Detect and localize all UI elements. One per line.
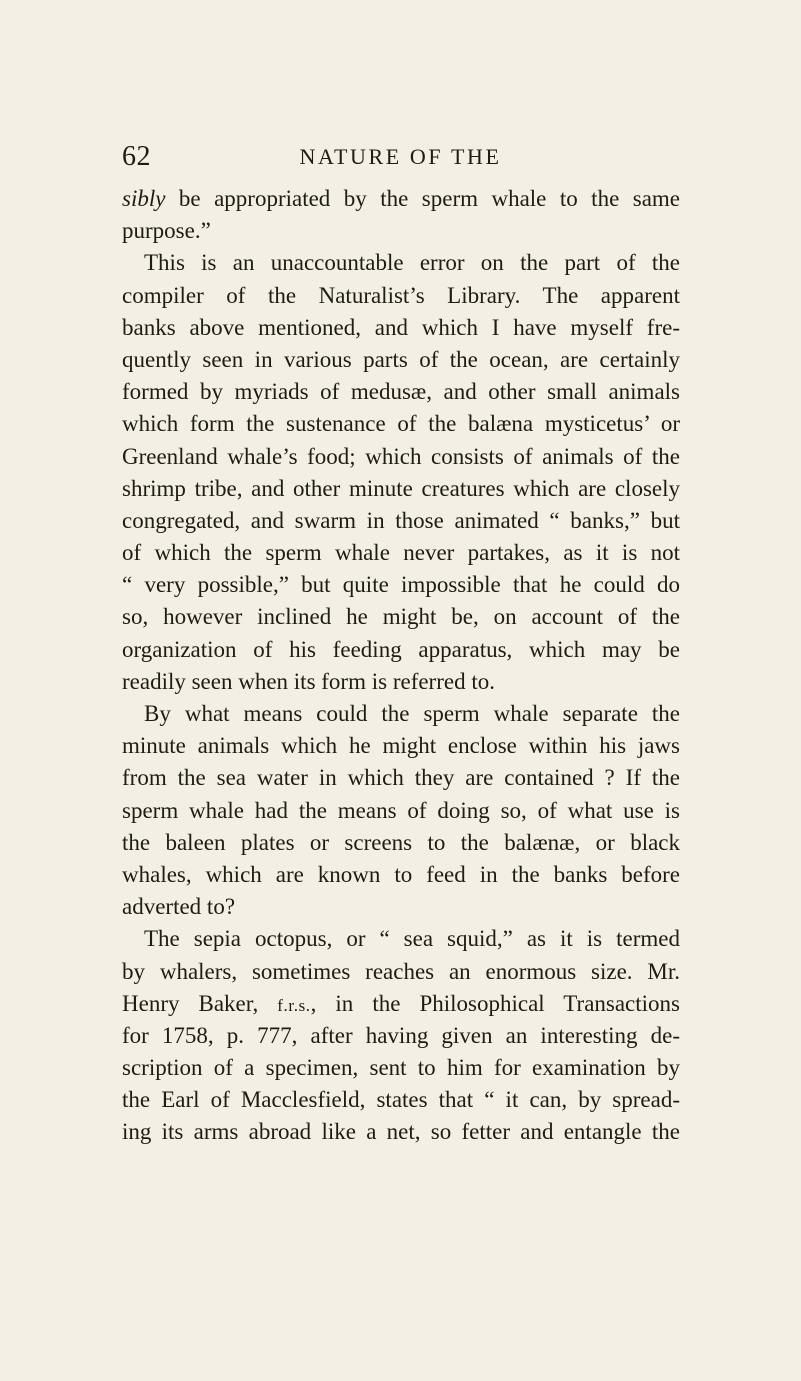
text-line: adverted to?	[122, 894, 236, 920]
text-line: formed by myriads of medusæ, and other small animals	[122, 379, 680, 405]
text-line: quently seen in various parts of the ocean, are certainly	[122, 346, 680, 372]
text-line: of which the sperm whale never partakes, as it is not	[122, 540, 680, 566]
text-line: scription of a specimen, sent to him for examination by	[122, 1055, 680, 1081]
text-line: congregated, and swarm in those animated “ banks,” but	[122, 507, 680, 533]
page-header	[0, 137, 801, 177]
text-line: sperm whale had the means of doing so, of what use is	[122, 797, 680, 823]
page-number: 62	[122, 141, 151, 172]
text-line: ing its arms abroad like a net, so fetter and entangle the	[122, 1119, 680, 1145]
running-head: NATURE OF THE	[299, 144, 502, 169]
paragraph-start-line: The sepia octopus, or “ sea squid,” as it is termed	[144, 926, 680, 952]
text-line: the baleen plates or screens to the balænæ, or black	[122, 829, 680, 855]
text-line: Henry Baker, f.r.s., in the Philosophical Transactions	[122, 990, 680, 1016]
text-line: sibly be appropriated by the sperm whale to the same	[122, 186, 680, 211]
paragraph-start-line: This is an unaccountable error on the part of the	[144, 250, 680, 276]
text-line: Greenland whale’s food; which consists of animals of the	[122, 443, 680, 469]
text-line: which form the sustenance of the balæna mysticetus’ or	[122, 411, 680, 437]
text-line: so, however inclined he might be, on account of the	[122, 604, 680, 630]
body-text	[122, 183, 680, 1149]
text-line: compiler of the Naturalist’s Library. The apparent	[122, 282, 680, 308]
italic-word: sibly	[122, 186, 166, 211]
text-line: the Earl of Macclesfield, states that “ it can, by spread-	[122, 1087, 680, 1113]
text-line: from the sea water in which they are contained ? If the	[122, 765, 680, 791]
paragraph-start-line: By what means could the sperm whale separate the	[144, 701, 680, 726]
small-caps-abbreviation: f.r.s.	[277, 995, 311, 1015]
text-line: whales, which are known to feed in the banks before	[122, 861, 680, 887]
text-line: “ very possible,” but quite impossible that he could do	[122, 572, 680, 598]
text-line: readily seen when its form is referred to.	[122, 668, 495, 694]
text-line: for 1758, p. 777, after having given an interesting de-	[122, 1022, 680, 1048]
text-line: minute animals which he might enclose within his jaws	[122, 733, 680, 759]
text-line: banks above mentioned, and which I have myself fre-	[122, 314, 680, 340]
text-line: organization of his feeding apparatus, which may be	[122, 636, 680, 662]
text-line: by whalers, sometimes reaches an enormous size. Mr.	[122, 958, 680, 984]
text-line: shrimp tribe, and other minute creatures which are closely	[122, 475, 680, 501]
text-line: purpose.”	[122, 218, 211, 244]
